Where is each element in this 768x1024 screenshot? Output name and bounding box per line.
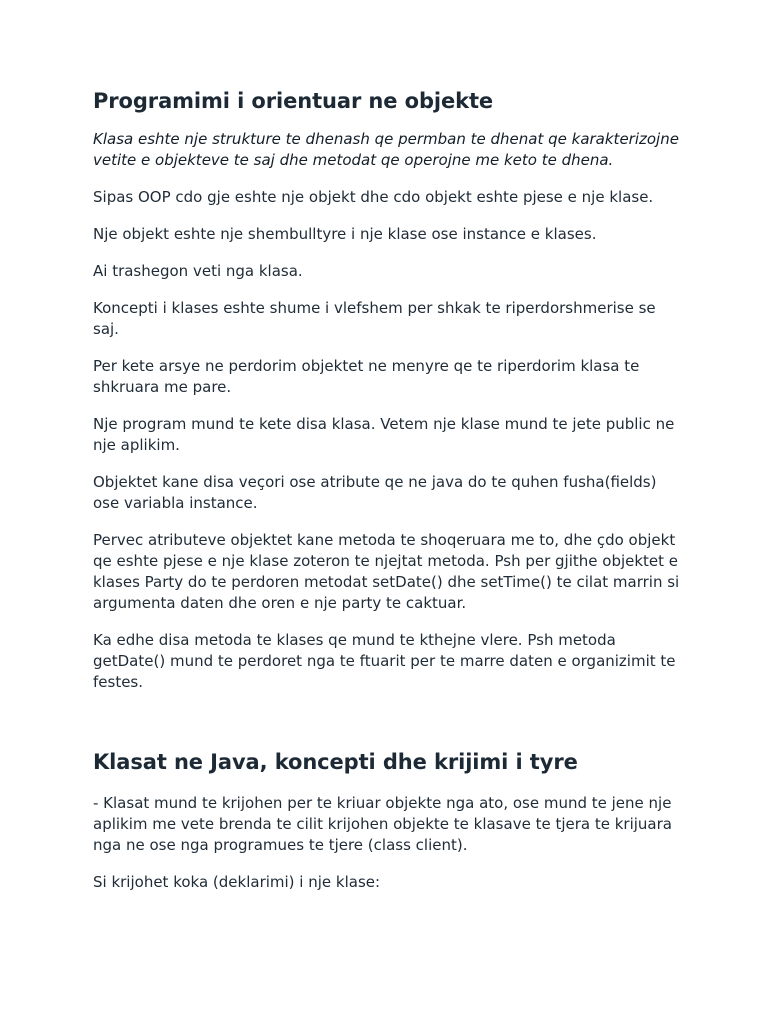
paragraph: Nje program mund te kete disa klasa. Vetem nje klase mund te jete public ne nje aplikim. (93, 415, 675, 454)
intro-paragraph: Klasa eshte nje strukture te dhenash qe permban te dhenat qe karakterizojne vetite e objekteve te saj dhe metodat qe operojne me keto te dhena. (93, 130, 679, 169)
paragraph: Sipas OOP cdo gje eshte nje objekt dhe cdo objekt eshte pjese e nje klase. (93, 188, 654, 206)
paragraph: Per kete arsye ne perdorim objektet ne menyre qe te riperdorim klasa te shkruara me pare. (93, 357, 640, 396)
paragraph: Ai trashegon veti nga klasa. (93, 262, 303, 280)
document-content (93, 86, 683, 893)
paragraph: Nje objekt eshte nje shembulltyre i nje klase ose instance e klases. (93, 225, 597, 243)
paragraph: Koncepti i klases eshte shume i vlefshem per shkak te riperdorshmerise se saj. (93, 299, 656, 338)
paragraph: Si krijohet koka (deklarimi) i nje klase: (93, 873, 381, 891)
paragraph: Ka edhe disa metoda te klases qe mund te kthejne vlere. Psh metoda getDate() mund te perdoret nga te ftuarit per te marre daten e organizimit te festes. (93, 631, 676, 691)
section-title-java-classes: Klasat ne Java, koncepti dhe krijimi i tyre (93, 750, 578, 774)
section-title-oop: Programimi i orientuar ne objekte (93, 89, 494, 113)
paragraph: Objektet kane disa veçori ose atribute qe ne java do te quhen fusha(fields) ose variabla instance. (93, 473, 657, 512)
paragraph: Pervec atributeve objektet kane metoda te shoqeruara me to, dhe çdo objekt qe eshte pjese e nje klase zoteron te njejtat metoda. Psh per gjithe objektet e klases Party do te perdoren metodat setDate() dhe setTime() te cilat marrin si argumenta daten dhe oren e nje party te caktuar. (93, 531, 680, 612)
paragraph: - Klasat mund te krijohen per te kriuar objekte nga ato, ose mund te jene nje aplikim me vete brenda te cilit krijohen objekte te klasave te tjera te krijuara nga ne ose nga programues te tjere (class client). (93, 794, 672, 854)
